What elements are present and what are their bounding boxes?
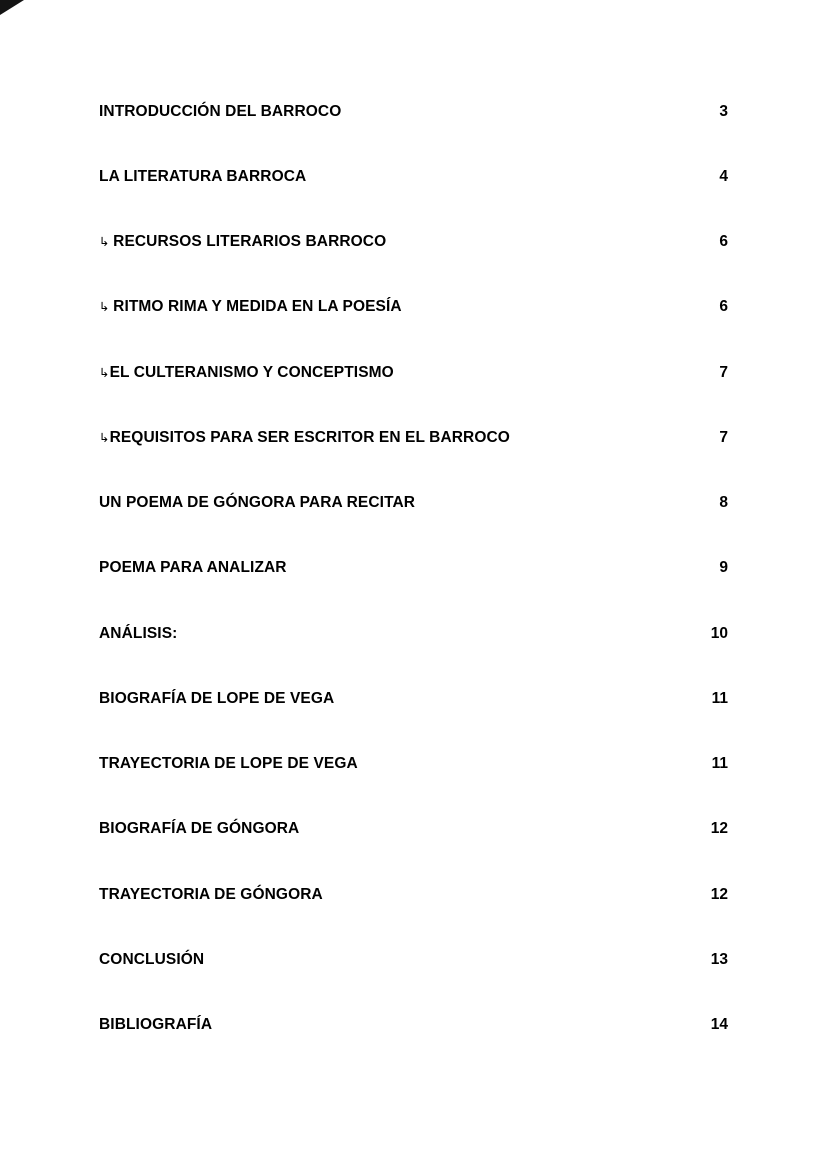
toc-entry-title [99, 886, 323, 904]
toc-entry-title [99, 168, 306, 186]
toc-entry-title [99, 298, 402, 316]
toc-entry-title-text: POEMA PARA ANALIZAR [99, 559, 287, 577]
toc-entry[interactable] [99, 862, 728, 927]
toc-entry[interactable] [99, 79, 728, 144]
toc-entry-page-number: 4 [719, 167, 728, 185]
toc-entry[interactable] [99, 797, 728, 862]
toc-entry-title-text: TRAYECTORIA DE GÓNGORA [99, 885, 323, 903]
toc-entry-title-text: CONCLUSIÓN [99, 950, 205, 968]
toc-entry[interactable] [99, 210, 728, 275]
toc-entry[interactable] [99, 340, 728, 405]
toc-entry-title [99, 625, 177, 643]
toc-entry-title-text: RITMO RIMA Y MEDIDA EN LA POESÍA [113, 298, 402, 316]
toc-entry-title [99, 494, 415, 512]
toc-entry-title [99, 233, 386, 251]
toc-entry[interactable] [99, 144, 728, 209]
toc-entry-page-number: 7 [719, 428, 728, 446]
toc-entry-page-number: 7 [719, 363, 728, 381]
toc-entry-title [99, 690, 334, 708]
toc-entry[interactable] [99, 471, 728, 536]
toc-entry-title [99, 559, 287, 577]
toc-entry-title-text: UN POEMA DE GÓNGORA PARA RECITAR [99, 494, 416, 512]
toc-entry-title-text: RECURSOS LITERARIOS BARROCO [113, 233, 387, 251]
toc-entry-title [99, 951, 204, 969]
toc-entry-title [99, 364, 394, 382]
toc-entry-page-number: 10 [710, 624, 728, 642]
toc-entry-page-number: 11 [711, 755, 728, 773]
toc-entry[interactable] [99, 732, 728, 797]
toc-entry-page-number: 12 [710, 885, 728, 903]
toc-entry-title-text: INTRODUCCIÓN DEL BARROCO [99, 102, 342, 120]
toc-entry[interactable] [99, 993, 728, 1058]
toc-entry-page-number: 3 [719, 102, 728, 120]
toc-entry[interactable] [99, 927, 728, 992]
toc-entry-page-number: 6 [719, 233, 728, 251]
toc-entry-title-text: BIOGRAFÍA DE LOPE DE VEGA [99, 689, 335, 707]
toc-entry-page-number: 11 [711, 689, 728, 707]
toc-entry-title [99, 820, 299, 838]
toc-entry-title-text: ANÁLISIS: [99, 624, 178, 642]
toc-entry-title-text: BIBLIOGRAFÍA [99, 1016, 213, 1034]
toc-entry-page-number: 8 [719, 494, 728, 512]
toc-entry-title-text: EL CULTERANISMO Y CONCEPTISMO [109, 363, 394, 381]
toc-entry[interactable] [99, 536, 728, 601]
toc-entry[interactable] [99, 666, 728, 731]
toc-entry-page-number: 12 [710, 820, 728, 838]
toc-entry-page-number: 14 [710, 1016, 728, 1034]
indent-arrow-icon: ↳ [99, 235, 114, 250]
toc-entry-title-text: TRAYECTORIA DE LOPE DE VEGA [99, 755, 358, 773]
indent-arrow-icon: ↳ [99, 430, 110, 445]
toc-entry-title [99, 429, 510, 447]
toc-entry-page-number: 6 [719, 298, 728, 316]
toc-entry[interactable] [99, 601, 728, 666]
toc-entry[interactable] [99, 405, 728, 470]
toc-entry-title [99, 755, 358, 773]
toc-entry-title-text: BIOGRAFÍA DE GÓNGORA [99, 820, 300, 838]
toc-entry[interactable] [99, 275, 728, 340]
toc-entry-title-text: REQUISITOS PARA SER ESCRITOR EN EL BARROCO [109, 428, 510, 446]
toc-entry-page-number: 9 [719, 559, 728, 577]
indent-arrow-icon: ↳ [99, 365, 110, 380]
toc-entry-title [99, 103, 341, 121]
toc-entry-title [99, 1016, 212, 1034]
indent-arrow-icon: ↳ [99, 300, 114, 315]
toc-entry-title-text: LA LITERATURA BARROCA [99, 167, 307, 185]
toc-entry-page-number: 13 [710, 950, 728, 968]
